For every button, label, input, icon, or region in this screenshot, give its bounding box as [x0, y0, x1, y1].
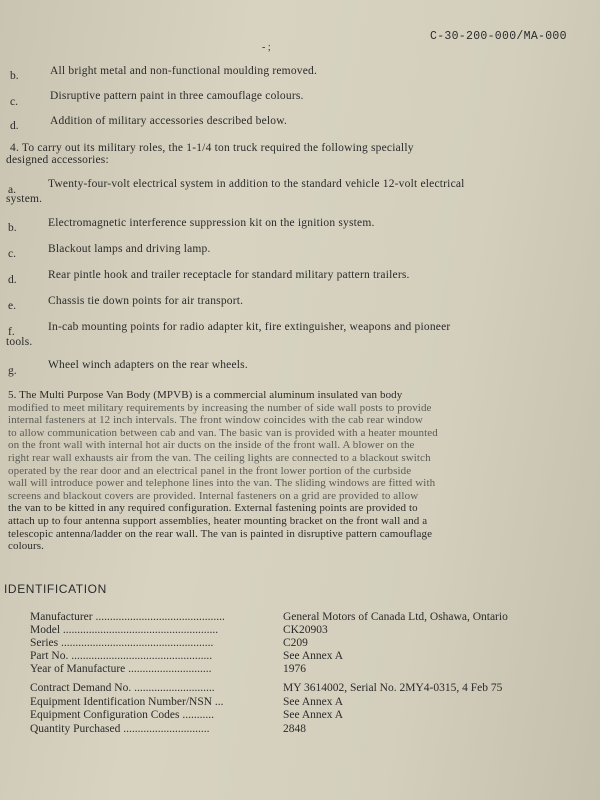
document-number: C-30-200-000/MA-000 [430, 30, 567, 43]
paragraph-5-line: telescopic antenna/ladder on the rear wall. The van is painted in disruptive pattern camouflage [8, 527, 433, 540]
identification-value: 2848 [283, 723, 306, 735]
identification-key: Quantity Purchased .............................. [30, 723, 210, 735]
item-label: d. [10, 120, 19, 132]
accessory-label: g. [8, 365, 17, 377]
paragraph-4-line: 4. To carry out its military roles, the 1-1/4 ton truck required the following specially [10, 142, 414, 154]
identification-key: Model ...................................................... [30, 624, 219, 636]
accessory-text: Chassis tie down points for air transport. [48, 295, 244, 307]
identification-value: See Annex A [283, 650, 344, 662]
paragraph-5-line: right rear wall exhausts air from the van. The ceiling lights are connected to a blackout switch [8, 451, 431, 464]
paragraph-4-line: designed accessories: [6, 154, 109, 166]
identification-value: MY 3614002, Serial No. 2MY4-0315, 4 Feb 75 [283, 682, 503, 694]
paragraph-5-line: colours. [8, 540, 44, 553]
accessory-label: f. [8, 326, 15, 338]
accessory-label: d. [8, 274, 17, 286]
item-label: c. [10, 96, 18, 108]
accessory-text: Wheel winch adapters on the rear wheels. [48, 359, 248, 371]
accessory-text: tools. [6, 336, 33, 348]
accessory-text: Blackout lamps and driving lamp. [48, 243, 211, 255]
accessory-text: Rear pintle hook and trailer receptacle for standard military pattern trailers. [48, 269, 410, 281]
paragraph-5-line: operated by the rear door and an electrical panel in the front lower portion of the curbside [8, 464, 412, 477]
accessory-text: system. [6, 193, 43, 205]
identification-value: 1976 [283, 663, 306, 675]
identification-key: Equipment Identification Number/NSN ... [30, 696, 224, 708]
identification-value: CK20903 [283, 624, 328, 636]
identification-key: Year of Manufacture ............................. [30, 663, 212, 675]
identification-key: Series ..................................................... [30, 637, 214, 649]
paragraph-5-line: modified to meet military requirements by increasing the number of side wall posts to provide [8, 401, 432, 414]
paragraph-5-line: wall will introduce power and telephone lines into the van. The sliding windows are fitted with [8, 477, 436, 490]
identification-value: See Annex A [283, 696, 344, 708]
accessory-text: Electromagnetic interference suppression kit on the ignition system. [48, 217, 375, 229]
identification-key: Contract Demand No. ............................ [30, 682, 215, 694]
paragraph-5 [8, 389, 593, 553]
accessory-label: c. [8, 248, 16, 260]
identification-value: See Annex A [283, 709, 344, 721]
accessory-label: a. [8, 184, 16, 196]
paragraph-5-line: the van to be kitted in any required configuration. External fastening points are provided to [8, 502, 418, 515]
paragraph-5-line: to allow communication between cab and van. The basic van is provided with a heater mounted [8, 426, 438, 439]
item-text: All bright metal and non-functional moulding removed. [50, 65, 318, 77]
page-mark: - ; [262, 42, 271, 53]
paragraph-5-line: attach up to four antenna support assemblies, heater mounting bracket on the front wall and a [8, 514, 428, 527]
item-text: Disruptive pattern paint in three camouflage colours. [50, 90, 304, 102]
accessory-label: e. [8, 300, 16, 312]
paragraph-5-line: screens and blackout covers are provided. Internal fasteners on a grid are provided to allow [8, 489, 419, 502]
identification-key: Equipment Configuration Codes ........... [30, 709, 214, 721]
identification-value: C209 [283, 637, 308, 649]
identification-value: General Motors of Canada Ltd, Oshawa, Ontario [283, 611, 508, 623]
accessory-text: In-cab mounting points for radio adapter kit, fire extinguisher, weapons and pioneer [48, 321, 451, 333]
accessory-label: b. [8, 222, 17, 234]
paragraph-5-line: on the front wall with internal hot air ducts on the inside of the front wall. A blower on the [8, 439, 415, 452]
item-label: b. [10, 70, 19, 82]
item-text: Addition of military accessories described below. [50, 115, 288, 127]
paragraph-5-line: 5. The Multi Purpose Van Body (MPVB) is a commercial aluminum insulated van body [8, 389, 403, 401]
identification-heading: IDENTIFICATION [4, 582, 107, 596]
paragraph-5-line: internal fasteners at 12 inch intervals. The front window coincides with the cab rear window [8, 414, 423, 427]
accessory-text: Twenty-four-volt electrical system in addition to the standard vehicle 12-volt electrical [48, 178, 465, 190]
identification-key: Manufacturer ............................................. [30, 611, 225, 623]
identification-key: Part No. ................................................. [30, 650, 213, 662]
